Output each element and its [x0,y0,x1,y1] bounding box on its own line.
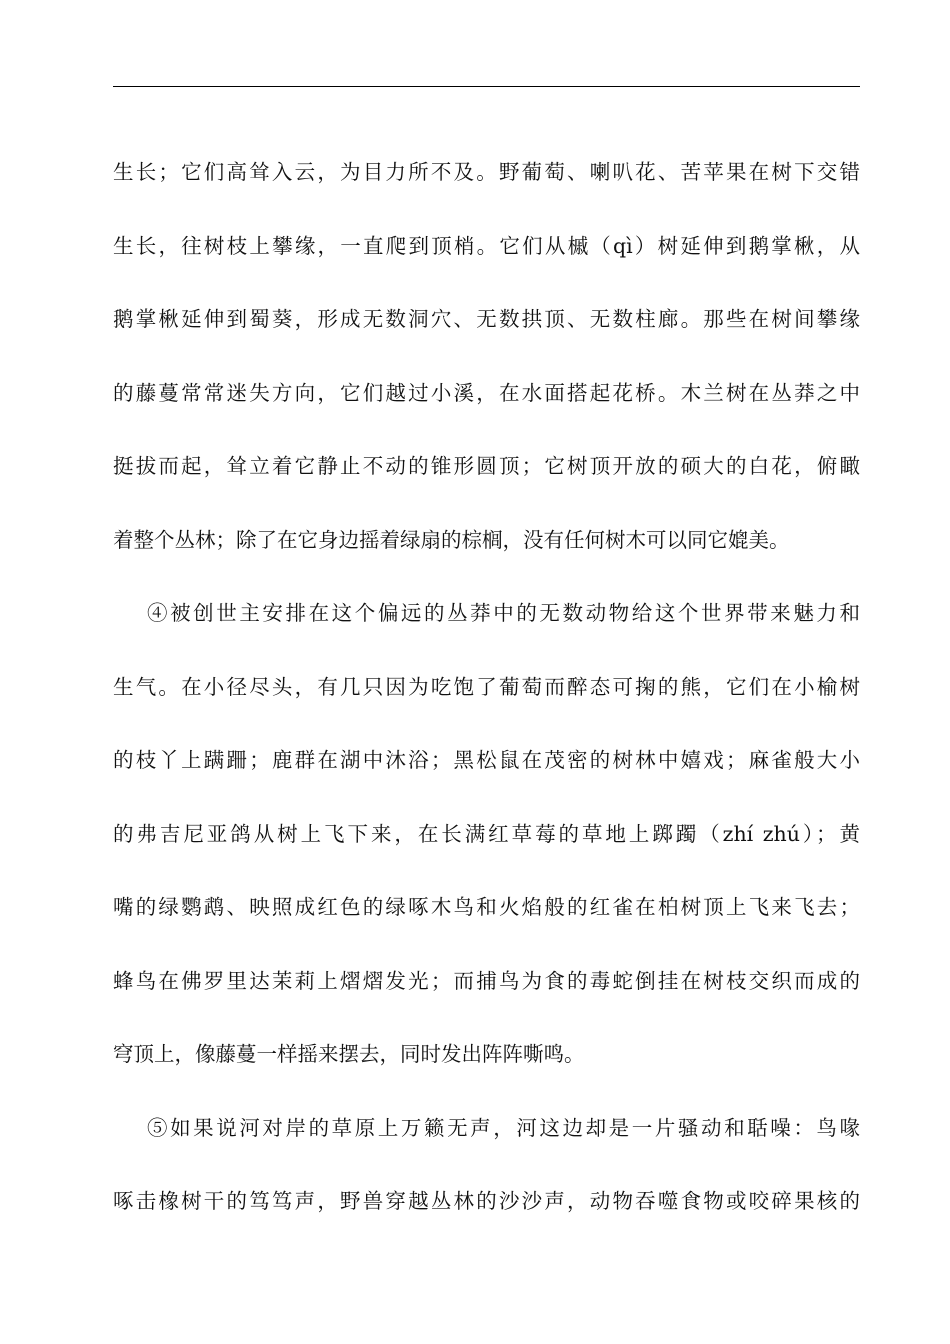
paragraph-5-start: ⑤如果说河对岸的草原上万籁无声，河这边却是一片骚动和聒噪：鸟喙 [147,1115,860,1140]
paragraph-4-start: ④被创世主安排在这个偏远的丛莽中的无数动物给这个世界带来魅力和 [147,601,860,625]
text-line: 啄击橡树干的笃笃声，野兽穿越丛林的沙沙声，动物吞噬食物或咬碎果核的 [113,1189,860,1213]
text-line: 穹顶上，像藤蔓一样摇来摆去，同时发出阵阵嘶鸣。 [113,1042,585,1066]
text-line: 的弗吉尼亚鸽从树上飞下来，在长满红草莓的草地上踯躅（zhí zhú）；黄 [113,821,860,846]
text-line: 着整个丛林；除了在它身边摇着绿扇的棕榈，没有任何树木可以同它媲美。 [113,527,790,552]
text-line: 的枝丫上蹒跚；鹿群在湖中沐浴；黑松鼠在茂密的树林中嬉戏；麻雀般大小 [113,748,860,772]
text-line: 的藤蔓常常迷失方向，它们越过小溪，在水面搭起花桥。木兰树在丛莽之中 [113,380,860,405]
text-line: 挺拔而起，耸立着它静止不动的锥形圆顶；它树顶开放的硕大的白花，俯瞰 [113,454,860,478]
text-line: 嘴的绿鹦鹉、映照成红色的绿啄木鸟和火焰般的红雀在柏树顶上飞来飞去； [113,895,860,919]
text-line: 生长，往树枝上攀缘，一直爬到顶梢。它们从槭（qì）树延伸到鹅掌楸，从 [113,233,860,258]
text-line: 生长；它们高耸入云，为目力所不及。野葡萄、喇叭花、苦苹果在树下交错 [113,160,860,184]
header-rule [113,86,860,87]
text-line: 生气。在小径尽头，有几只因为吃饱了葡萄而醉态可掬的熊，它们在小榆树 [113,674,860,699]
text-line: 鹅掌楸延伸到蜀葵，形成无数洞穴、无数拱顶、无数柱廊。那些在树间攀缘 [113,307,860,331]
document-body [113,152,860,1255]
text-line: 蜂鸟在佛罗里达茉莉上熠熠发光；而捕鸟为食的毒蛇倒挂在树枝交织而成的 [113,968,860,993]
